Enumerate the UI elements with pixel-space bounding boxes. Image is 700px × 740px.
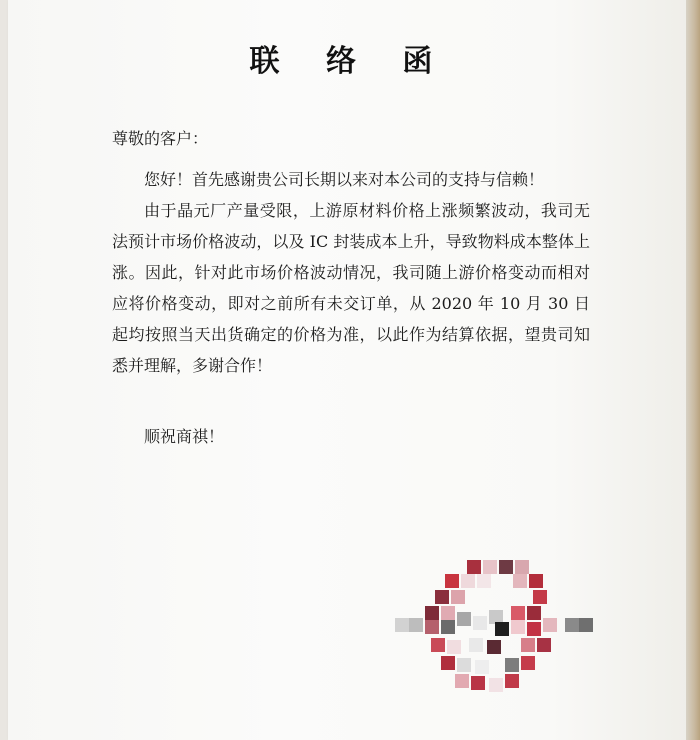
salutation: 尊敬的客户：: [112, 129, 209, 148]
closing-line: 顺祝商祺！: [144, 427, 225, 446]
letter-title: 联 络 函: [249, 44, 451, 79]
letter-body: [112, 164, 590, 381]
paragraph-main: 由于晶元厂产量受限，上游原材料价格上涨频繁波动，我司无法预计市场价格波动，以及 IC 封装成本上升，导致物料成本整体上涨。因此，针对此市场价格波动情况，我司随上游价格变动而相对应将价格变动，即对之前所有未交订单，从 2020 年 10 月 30 日起均按照当天出货确定的价格为准，以此作为结算依据，望贵司知悉并理解，多谢合作！: [112, 201, 590, 375]
paragraph-greeting: 您好！首先感谢贵公司长期以来对本公司的支持与信赖！: [144, 170, 545, 189]
background-edge: [686, 0, 700, 740]
pixelated-seal-icon: [395, 560, 615, 695]
